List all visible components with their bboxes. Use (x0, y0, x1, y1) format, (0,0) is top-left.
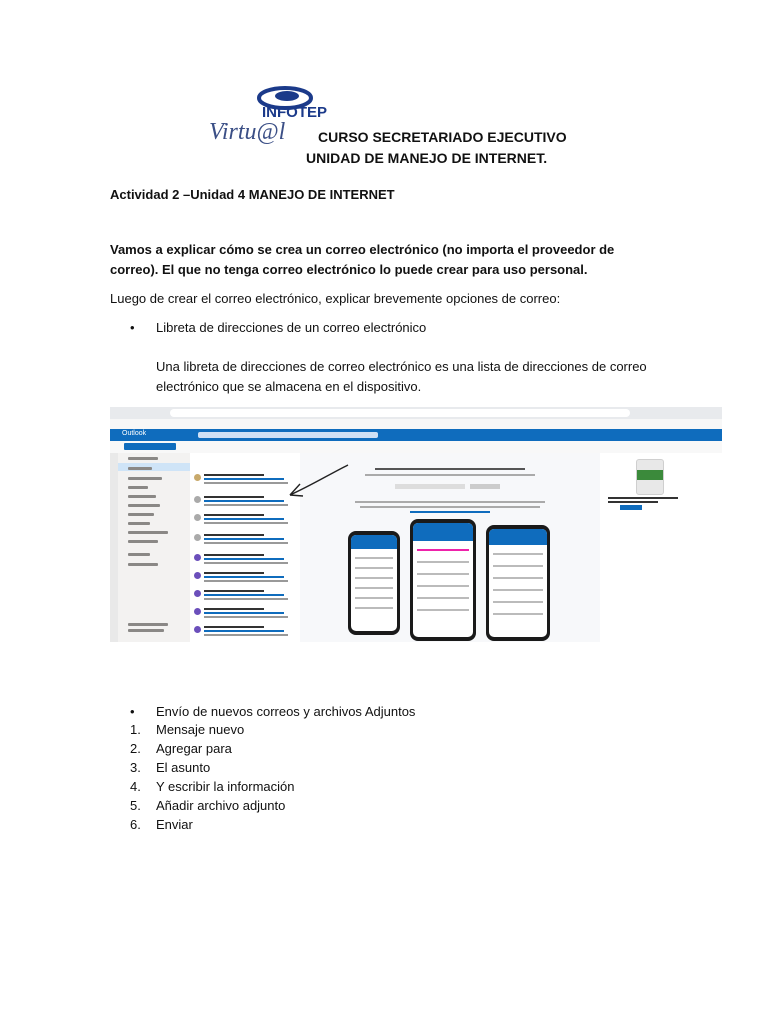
browser-bookmarks-bar (110, 419, 722, 429)
outlook-brand: Outlook (122, 430, 147, 437)
logo-graphic (207, 84, 335, 146)
ad-button (620, 505, 642, 510)
bullet-text: Libreta de direcciones de un correo electrónico (156, 320, 427, 335)
browser-url-bar (170, 409, 630, 417)
phone-mockup-right (486, 525, 550, 641)
course-title: CURSO SECRETARIADO EJECUTIVO (318, 129, 567, 145)
bullet-text: Envío de nuevos correos y archivos Adjuntos (156, 704, 416, 719)
advertisement-panel (600, 453, 722, 642)
phone-mockup-left (348, 531, 400, 635)
list-item (194, 589, 296, 601)
instruction-paragraph: Luego de crear el correo electrónico, explicar brevemente opciones de correo: (110, 291, 561, 306)
outlook-screenshot (110, 407, 722, 642)
bullet-symbol: • (130, 320, 135, 335)
activity-heading: Actividad 2 –Unidad 4 MANEJO DE INTERNET (110, 187, 395, 202)
unit-title: UNIDAD DE MANEJO DE INTERNET. (306, 150, 548, 166)
outlook-app-rail (110, 453, 118, 642)
logo-script: Virtu@l (209, 119, 286, 145)
bullet-symbol: • (130, 704, 135, 719)
list-item (194, 553, 296, 565)
list-item (194, 571, 296, 583)
new-mail-button (124, 443, 176, 450)
product-image (636, 459, 664, 495)
list-item (194, 625, 296, 637)
list-item (194, 607, 296, 619)
outlook-folder-pane (118, 453, 190, 642)
list-item (194, 533, 296, 545)
logo-text: INFOTEP (262, 104, 328, 121)
intro-paragraph: Vamos a explicar cómo se crea un correo electrónico (no importa el proveedor de correo). El que no tenga correo electrónico lo puede crear para uso personal. (110, 242, 615, 277)
browser-tab-bar (110, 407, 722, 419)
list-item (194, 513, 296, 525)
outlook-header (110, 429, 722, 441)
hand-drawn-arrow-icon (280, 462, 350, 502)
outlook-search-box (198, 432, 378, 438)
infotep-virtual-logo (207, 84, 335, 146)
address-book-definition: Una libreta de direcciones de correo electrónico es una lista de direcciones de correo electrónico que se almacena en el dispositivo. (156, 359, 647, 394)
phone-mockup-center (410, 519, 476, 641)
